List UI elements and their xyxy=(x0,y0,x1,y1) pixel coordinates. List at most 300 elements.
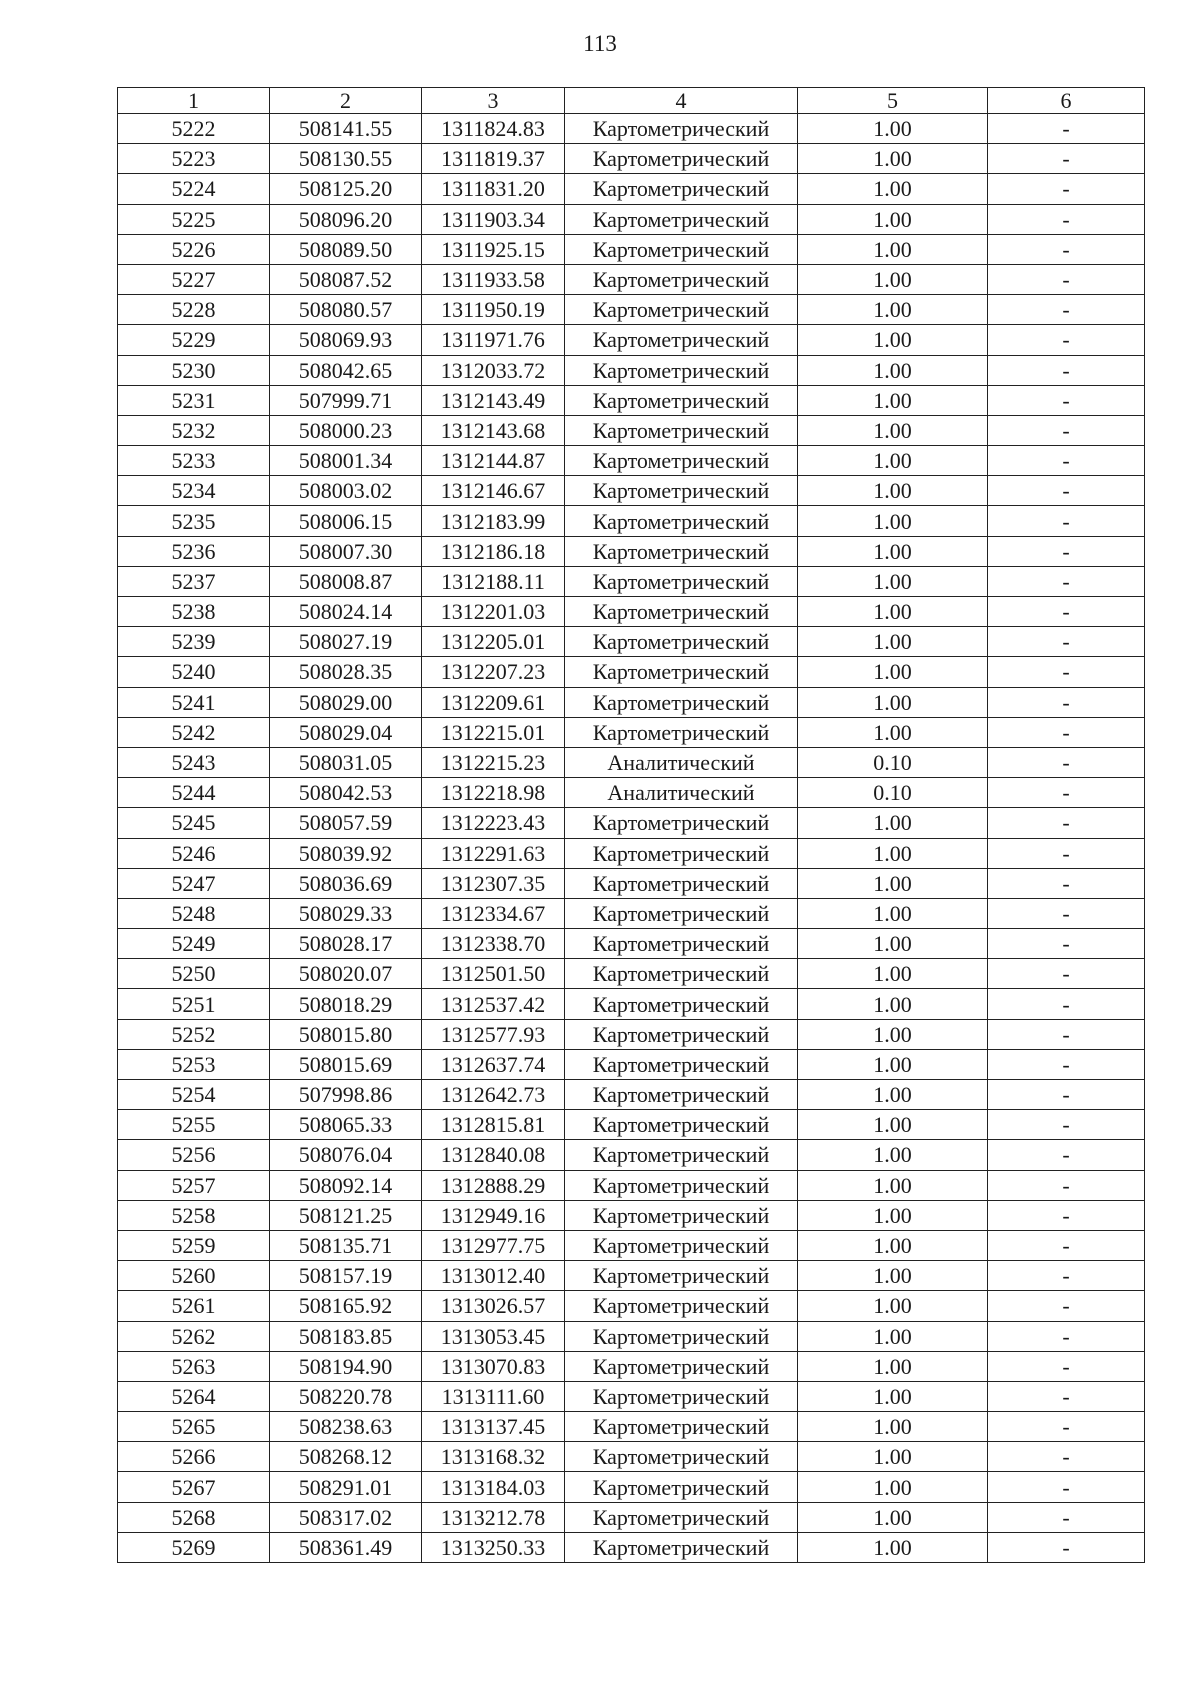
accuracy-cell: 1.00 xyxy=(798,808,988,838)
method-cell: Картометрический xyxy=(565,1019,798,1049)
y-coordinate-cell: 1312188.11 xyxy=(422,566,565,596)
accuracy-cell: 1.00 xyxy=(798,1019,988,1049)
table-row xyxy=(118,868,1145,898)
note-cell: - xyxy=(988,687,1145,717)
x-coordinate-cell: 508194.90 xyxy=(270,1351,422,1381)
table-row xyxy=(118,1261,1145,1291)
accuracy-cell: 1.00 xyxy=(798,717,988,747)
accuracy-cell: 1.00 xyxy=(798,264,988,294)
y-coordinate-cell: 1312977.75 xyxy=(422,1230,565,1260)
x-coordinate-cell: 508121.25 xyxy=(270,1200,422,1230)
x-coordinate-cell: 508087.52 xyxy=(270,264,422,294)
method-cell: Картометрический xyxy=(565,204,798,234)
y-coordinate-cell: 1311819.37 xyxy=(422,144,565,174)
accuracy-cell: 1.00 xyxy=(798,929,988,959)
point-number-cell: 5246 xyxy=(118,838,270,868)
x-coordinate-cell: 508183.85 xyxy=(270,1321,422,1351)
accuracy-cell: 1.00 xyxy=(798,536,988,566)
x-coordinate-cell: 508036.69 xyxy=(270,868,422,898)
method-cell: Картометрический xyxy=(565,1351,798,1381)
x-coordinate-cell: 508268.12 xyxy=(270,1442,422,1472)
method-cell: Картометрический xyxy=(565,1140,798,1170)
y-coordinate-cell: 1312577.93 xyxy=(422,1019,565,1049)
method-cell: Картометрический xyxy=(565,506,798,536)
method-cell: Картометрический xyxy=(565,1412,798,1442)
accuracy-cell: 1.00 xyxy=(798,687,988,717)
table-row xyxy=(118,1291,1145,1321)
accuracy-cell: 1.00 xyxy=(798,1110,988,1140)
point-number-cell: 5226 xyxy=(118,234,270,264)
point-number-cell: 5222 xyxy=(118,114,270,144)
point-number-cell: 5260 xyxy=(118,1261,270,1291)
method-cell: Картометрический xyxy=(565,1532,798,1562)
note-cell: - xyxy=(988,1170,1145,1200)
x-coordinate-cell: 508042.53 xyxy=(270,778,422,808)
accuracy-cell: 1.00 xyxy=(798,566,988,596)
y-coordinate-cell: 1312218.98 xyxy=(422,778,565,808)
accuracy-cell: 1.00 xyxy=(798,1261,988,1291)
note-cell: - xyxy=(988,415,1145,445)
note-cell: - xyxy=(988,264,1145,294)
x-coordinate-cell: 508000.23 xyxy=(270,415,422,445)
point-number-cell: 5224 xyxy=(118,174,270,204)
x-coordinate-cell: 508165.92 xyxy=(270,1291,422,1321)
x-coordinate-cell: 508018.29 xyxy=(270,989,422,1019)
accuracy-cell: 1.00 xyxy=(798,1502,988,1532)
point-number-cell: 5227 xyxy=(118,264,270,294)
table-row xyxy=(118,114,1145,144)
table-row xyxy=(118,1200,1145,1230)
note-cell: - xyxy=(988,1502,1145,1532)
point-number-cell: 5237 xyxy=(118,566,270,596)
note-cell: - xyxy=(988,204,1145,234)
method-cell: Картометрический xyxy=(565,446,798,476)
y-coordinate-cell: 1313212.78 xyxy=(422,1502,565,1532)
y-coordinate-cell: 1312183.99 xyxy=(422,506,565,536)
point-number-cell: 5223 xyxy=(118,144,270,174)
y-coordinate-cell: 1311903.34 xyxy=(422,204,565,234)
table-row xyxy=(118,1381,1145,1411)
method-cell: Картометрический xyxy=(565,476,798,506)
table-row xyxy=(118,657,1145,687)
x-coordinate-cell: 508076.04 xyxy=(270,1140,422,1170)
y-coordinate-cell: 1312209.61 xyxy=(422,687,565,717)
point-number-cell: 5264 xyxy=(118,1381,270,1411)
x-coordinate-cell: 508238.63 xyxy=(270,1412,422,1442)
method-cell: Картометрический xyxy=(565,898,798,928)
note-cell: - xyxy=(988,295,1145,325)
point-number-cell: 5252 xyxy=(118,1019,270,1049)
y-coordinate-cell: 1311831.20 xyxy=(422,174,565,204)
y-coordinate-cell: 1313111.60 xyxy=(422,1381,565,1411)
method-cell: Аналитический xyxy=(565,747,798,777)
table-row xyxy=(118,506,1145,536)
point-number-cell: 5253 xyxy=(118,1049,270,1079)
point-number-cell: 5248 xyxy=(118,898,270,928)
x-coordinate-cell: 508029.04 xyxy=(270,717,422,747)
y-coordinate-cell: 1312334.67 xyxy=(422,898,565,928)
point-number-cell: 5242 xyxy=(118,717,270,747)
table-header-row xyxy=(118,88,1145,114)
method-cell: Картометрический xyxy=(565,234,798,264)
table-row xyxy=(118,747,1145,777)
point-number-cell: 5238 xyxy=(118,597,270,627)
point-number-cell: 5230 xyxy=(118,355,270,385)
accuracy-cell: 1.00 xyxy=(798,1200,988,1230)
method-cell: Картометрический xyxy=(565,1049,798,1079)
table-row xyxy=(118,446,1145,476)
x-coordinate-cell: 508028.35 xyxy=(270,657,422,687)
note-cell: - xyxy=(988,385,1145,415)
y-coordinate-cell: 1312840.08 xyxy=(422,1140,565,1170)
method-cell: Картометрический xyxy=(565,325,798,355)
accuracy-cell: 1.00 xyxy=(798,959,988,989)
y-coordinate-cell: 1313137.45 xyxy=(422,1412,565,1442)
table-row xyxy=(118,1170,1145,1200)
note-cell: - xyxy=(988,174,1145,204)
table-row xyxy=(118,174,1145,204)
point-number-cell: 5247 xyxy=(118,868,270,898)
point-number-cell: 5228 xyxy=(118,295,270,325)
table-row xyxy=(118,1442,1145,1472)
point-number-cell: 5245 xyxy=(118,808,270,838)
accuracy-cell: 1.00 xyxy=(798,114,988,144)
point-number-cell: 5249 xyxy=(118,929,270,959)
x-coordinate-cell: 508057.59 xyxy=(270,808,422,838)
point-number-cell: 5269 xyxy=(118,1532,270,1562)
point-number-cell: 5235 xyxy=(118,506,270,536)
note-cell: - xyxy=(988,868,1145,898)
x-coordinate-cell: 508291.01 xyxy=(270,1472,422,1502)
accuracy-cell: 1.00 xyxy=(798,1170,988,1200)
y-coordinate-cell: 1313184.03 xyxy=(422,1472,565,1502)
y-coordinate-cell: 1313250.33 xyxy=(422,1532,565,1562)
note-cell: - xyxy=(988,1442,1145,1472)
x-coordinate-cell: 508141.55 xyxy=(270,114,422,144)
accuracy-cell: 1.00 xyxy=(798,295,988,325)
note-cell: - xyxy=(988,1140,1145,1170)
note-cell: - xyxy=(988,657,1145,687)
table-row xyxy=(118,1351,1145,1381)
method-cell: Картометрический xyxy=(565,385,798,415)
method-cell: Картометрический xyxy=(565,264,798,294)
x-coordinate-cell: 508029.00 xyxy=(270,687,422,717)
point-number-cell: 5241 xyxy=(118,687,270,717)
note-cell: - xyxy=(988,1291,1145,1321)
table-row xyxy=(118,234,1145,264)
method-cell: Картометрический xyxy=(565,114,798,144)
point-number-cell: 5231 xyxy=(118,385,270,415)
column-header: 2 xyxy=(270,88,422,114)
accuracy-cell: 1.00 xyxy=(798,1381,988,1411)
table-row xyxy=(118,1110,1145,1140)
method-cell: Картометрический xyxy=(565,1230,798,1260)
x-coordinate-cell: 508092.14 xyxy=(270,1170,422,1200)
note-cell: - xyxy=(988,325,1145,355)
column-header: 4 xyxy=(565,88,798,114)
point-number-cell: 5267 xyxy=(118,1472,270,1502)
method-cell: Картометрический xyxy=(565,144,798,174)
table-row xyxy=(118,1080,1145,1110)
note-cell: - xyxy=(988,1019,1145,1049)
table-row xyxy=(118,959,1145,989)
note-cell: - xyxy=(988,959,1145,989)
accuracy-cell: 1.00 xyxy=(798,446,988,476)
point-number-cell: 5234 xyxy=(118,476,270,506)
method-cell: Картометрический xyxy=(565,355,798,385)
x-coordinate-cell: 508065.33 xyxy=(270,1110,422,1140)
y-coordinate-cell: 1313053.45 xyxy=(422,1321,565,1351)
x-coordinate-cell: 508096.20 xyxy=(270,204,422,234)
y-coordinate-cell: 1313168.32 xyxy=(422,1442,565,1472)
note-cell: - xyxy=(988,989,1145,1019)
x-coordinate-cell: 508028.17 xyxy=(270,929,422,959)
accuracy-cell: 1.00 xyxy=(798,898,988,928)
method-cell: Картометрический xyxy=(565,174,798,204)
method-cell: Картометрический xyxy=(565,959,798,989)
y-coordinate-cell: 1313026.57 xyxy=(422,1291,565,1321)
method-cell: Картометрический xyxy=(565,566,798,596)
y-coordinate-cell: 1312033.72 xyxy=(422,355,565,385)
accuracy-cell: 1.00 xyxy=(798,627,988,657)
point-number-cell: 5236 xyxy=(118,536,270,566)
y-coordinate-cell: 1311950.19 xyxy=(422,295,565,325)
note-cell: - xyxy=(988,929,1145,959)
point-number-cell: 5229 xyxy=(118,325,270,355)
y-coordinate-cell: 1311824.83 xyxy=(422,114,565,144)
note-cell: - xyxy=(988,627,1145,657)
coordinates-table xyxy=(117,87,1145,1563)
table-row xyxy=(118,566,1145,596)
y-coordinate-cell: 1312949.16 xyxy=(422,1200,565,1230)
x-coordinate-cell: 508003.02 xyxy=(270,476,422,506)
accuracy-cell: 1.00 xyxy=(798,385,988,415)
point-number-cell: 5232 xyxy=(118,415,270,445)
point-number-cell: 5263 xyxy=(118,1351,270,1381)
column-header: 1 xyxy=(118,88,270,114)
accuracy-cell: 1.00 xyxy=(798,1442,988,1472)
note-cell: - xyxy=(988,1472,1145,1502)
column-header: 5 xyxy=(798,88,988,114)
method-cell: Картометрический xyxy=(565,868,798,898)
method-cell: Картометрический xyxy=(565,415,798,445)
column-header: 6 xyxy=(988,88,1145,114)
method-cell: Картометрический xyxy=(565,1261,798,1291)
point-number-cell: 5250 xyxy=(118,959,270,989)
point-number-cell: 5261 xyxy=(118,1291,270,1321)
note-cell: - xyxy=(988,808,1145,838)
point-number-cell: 5255 xyxy=(118,1110,270,1140)
table-body xyxy=(118,88,1145,1563)
method-cell: Картометрический xyxy=(565,989,798,1019)
method-cell: Картометрический xyxy=(565,1200,798,1230)
point-number-cell: 5251 xyxy=(118,989,270,1019)
x-coordinate-cell: 508015.80 xyxy=(270,1019,422,1049)
y-coordinate-cell: 1312501.50 xyxy=(422,959,565,989)
x-coordinate-cell: 508024.14 xyxy=(270,597,422,627)
note-cell: - xyxy=(988,1200,1145,1230)
note-cell: - xyxy=(988,747,1145,777)
x-coordinate-cell: 508001.34 xyxy=(270,446,422,476)
y-coordinate-cell: 1312642.73 xyxy=(422,1080,565,1110)
accuracy-cell: 1.00 xyxy=(798,325,988,355)
x-coordinate-cell: 508157.19 xyxy=(270,1261,422,1291)
method-cell: Картометрический xyxy=(565,1381,798,1411)
table-row xyxy=(118,1321,1145,1351)
x-coordinate-cell: 508015.69 xyxy=(270,1049,422,1079)
note-cell: - xyxy=(988,1230,1145,1260)
accuracy-cell: 1.00 xyxy=(798,204,988,234)
table-row xyxy=(118,1472,1145,1502)
note-cell: - xyxy=(988,1261,1145,1291)
x-coordinate-cell: 508027.19 xyxy=(270,627,422,657)
x-coordinate-cell: 507999.71 xyxy=(270,385,422,415)
table-row xyxy=(118,717,1145,747)
accuracy-cell: 1.00 xyxy=(798,506,988,536)
point-number-cell: 5225 xyxy=(118,204,270,234)
y-coordinate-cell: 1312146.67 xyxy=(422,476,565,506)
method-cell: Картометрический xyxy=(565,1170,798,1200)
y-coordinate-cell: 1313012.40 xyxy=(422,1261,565,1291)
method-cell: Картометрический xyxy=(565,1472,798,1502)
table-row xyxy=(118,355,1145,385)
note-cell: - xyxy=(988,778,1145,808)
accuracy-cell: 1.00 xyxy=(798,415,988,445)
point-number-cell: 5256 xyxy=(118,1140,270,1170)
accuracy-cell: 1.00 xyxy=(798,1140,988,1170)
table-row xyxy=(118,536,1145,566)
x-coordinate-cell: 508361.49 xyxy=(270,1532,422,1562)
y-coordinate-cell: 1312201.03 xyxy=(422,597,565,627)
accuracy-cell: 1.00 xyxy=(798,989,988,1019)
x-coordinate-cell: 508089.50 xyxy=(270,234,422,264)
note-cell: - xyxy=(988,476,1145,506)
accuracy-cell: 1.00 xyxy=(798,1351,988,1381)
accuracy-cell: 1.00 xyxy=(798,868,988,898)
y-coordinate-cell: 1311925.15 xyxy=(422,234,565,264)
x-coordinate-cell: 508031.05 xyxy=(270,747,422,777)
point-number-cell: 5240 xyxy=(118,657,270,687)
accuracy-cell: 0.10 xyxy=(798,778,988,808)
table-row xyxy=(118,476,1145,506)
method-cell: Картометрический xyxy=(565,627,798,657)
accuracy-cell: 1.00 xyxy=(798,1080,988,1110)
note-cell: - xyxy=(988,1381,1145,1411)
table-row xyxy=(118,838,1145,868)
method-cell: Картометрический xyxy=(565,597,798,627)
y-coordinate-cell: 1312144.87 xyxy=(422,446,565,476)
table-row xyxy=(118,415,1145,445)
point-number-cell: 5233 xyxy=(118,446,270,476)
note-cell: - xyxy=(988,1321,1145,1351)
accuracy-cell: 1.00 xyxy=(798,476,988,506)
table-row xyxy=(118,385,1145,415)
x-coordinate-cell: 508317.02 xyxy=(270,1502,422,1532)
note-cell: - xyxy=(988,1080,1145,1110)
table-row xyxy=(118,778,1145,808)
method-cell: Картометрический xyxy=(565,536,798,566)
table-row xyxy=(118,1019,1145,1049)
method-cell: Картометрический xyxy=(565,929,798,959)
table-row xyxy=(118,1140,1145,1170)
accuracy-cell: 0.10 xyxy=(798,747,988,777)
table-row xyxy=(118,929,1145,959)
y-coordinate-cell: 1311933.58 xyxy=(422,264,565,294)
table-row xyxy=(118,898,1145,928)
y-coordinate-cell: 1313070.83 xyxy=(422,1351,565,1381)
y-coordinate-cell: 1312143.68 xyxy=(422,415,565,445)
point-number-cell: 5265 xyxy=(118,1412,270,1442)
table-row xyxy=(118,627,1145,657)
note-cell: - xyxy=(988,506,1145,536)
accuracy-cell: 1.00 xyxy=(798,597,988,627)
point-number-cell: 5268 xyxy=(118,1502,270,1532)
accuracy-cell: 1.00 xyxy=(798,174,988,204)
x-coordinate-cell: 508069.93 xyxy=(270,325,422,355)
accuracy-cell: 1.00 xyxy=(798,1291,988,1321)
accuracy-cell: 1.00 xyxy=(798,838,988,868)
note-cell: - xyxy=(988,1110,1145,1140)
point-number-cell: 5243 xyxy=(118,747,270,777)
y-coordinate-cell: 1312888.29 xyxy=(422,1170,565,1200)
x-coordinate-cell: 508042.65 xyxy=(270,355,422,385)
method-cell: Картометрический xyxy=(565,1110,798,1140)
x-coordinate-cell: 508029.33 xyxy=(270,898,422,928)
table-row xyxy=(118,264,1145,294)
note-cell: - xyxy=(988,597,1145,627)
point-number-cell: 5244 xyxy=(118,778,270,808)
accuracy-cell: 1.00 xyxy=(798,1049,988,1079)
y-coordinate-cell: 1312143.49 xyxy=(422,385,565,415)
y-coordinate-cell: 1312537.42 xyxy=(422,989,565,1019)
table-row xyxy=(118,204,1145,234)
y-coordinate-cell: 1312186.18 xyxy=(422,536,565,566)
accuracy-cell: 1.00 xyxy=(798,1321,988,1351)
accuracy-cell: 1.00 xyxy=(798,355,988,385)
y-coordinate-cell: 1312215.01 xyxy=(422,717,565,747)
note-cell: - xyxy=(988,536,1145,566)
table-row xyxy=(118,1230,1145,1260)
point-number-cell: 5259 xyxy=(118,1230,270,1260)
table-row xyxy=(118,1049,1145,1079)
point-number-cell: 5266 xyxy=(118,1442,270,1472)
y-coordinate-cell: 1312215.23 xyxy=(422,747,565,777)
method-cell: Картометрический xyxy=(565,808,798,838)
x-coordinate-cell: 508020.07 xyxy=(270,959,422,989)
y-coordinate-cell: 1312815.81 xyxy=(422,1110,565,1140)
table-row xyxy=(118,808,1145,838)
accuracy-cell: 1.00 xyxy=(798,1532,988,1562)
note-cell: - xyxy=(988,114,1145,144)
table-row xyxy=(118,1532,1145,1562)
note-cell: - xyxy=(988,838,1145,868)
table-row xyxy=(118,325,1145,355)
note-cell: - xyxy=(988,898,1145,928)
y-coordinate-cell: 1312637.74 xyxy=(422,1049,565,1079)
x-coordinate-cell: 508039.92 xyxy=(270,838,422,868)
x-coordinate-cell: 508125.20 xyxy=(270,174,422,204)
column-header: 3 xyxy=(422,88,565,114)
y-coordinate-cell: 1312291.63 xyxy=(422,838,565,868)
table-row xyxy=(118,295,1145,325)
table-row xyxy=(118,597,1145,627)
point-number-cell: 5257 xyxy=(118,1170,270,1200)
method-cell: Картометрический xyxy=(565,717,798,747)
x-coordinate-cell: 507998.86 xyxy=(270,1080,422,1110)
y-coordinate-cell: 1312223.43 xyxy=(422,808,565,838)
point-number-cell: 5258 xyxy=(118,1200,270,1230)
note-cell: - xyxy=(988,234,1145,264)
